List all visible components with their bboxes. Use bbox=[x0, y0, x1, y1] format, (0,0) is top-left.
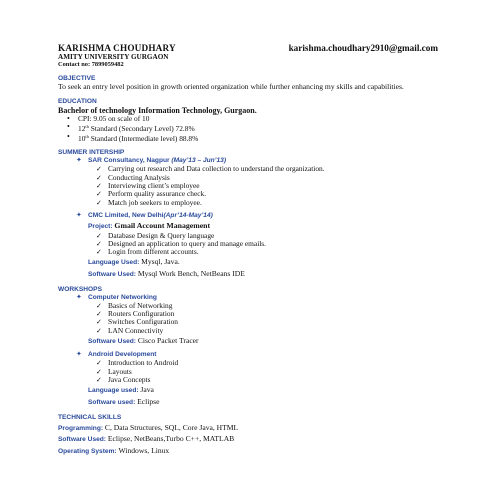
education-list bbox=[58, 115, 438, 144]
university-name: AMITY UNIVERSITY GURGAON bbox=[58, 53, 169, 61]
list-item: ✓ Switches Configuration bbox=[108, 318, 438, 326]
header-row bbox=[58, 43, 438, 53]
list-item: ✓ Layouts bbox=[108, 368, 438, 376]
os-line: Operating System: Windows, Linux bbox=[58, 445, 170, 455]
list-item: ✓ Database Design & Query language bbox=[108, 232, 438, 240]
list-item: • 12th Standard (Secondary Level) 72.8% bbox=[78, 123, 438, 133]
workshop-networking bbox=[76, 292, 438, 347]
list-item: ✓ Conducting Analysis bbox=[108, 174, 438, 182]
org-title: CMC Limited, New Delhi(Apr’14-May’14) bbox=[88, 211, 213, 219]
bullet-icon: ✦ bbox=[76, 156, 82, 165]
duties-list bbox=[88, 165, 438, 206]
list-item: ✓ Introduction to Android bbox=[108, 359, 438, 367]
software-line: Software Used: Mysql Work Bench, NetBeans IDE bbox=[88, 269, 245, 279]
internship-cmc bbox=[76, 210, 438, 280]
workshop-android bbox=[76, 350, 438, 407]
bullet-icon: ✦ bbox=[76, 350, 82, 359]
list-item: ✓ LAN Connectivity bbox=[108, 327, 438, 335]
objective-heading: OBJECTIVE bbox=[58, 75, 96, 82]
internship-heading: SUMMER INTERSHIP bbox=[58, 149, 125, 157]
workshop-title: Android Development bbox=[88, 351, 157, 359]
list-item: ✓ Routers Configuration bbox=[108, 310, 438, 318]
degree-title: Bachelor of technology Information Technology, Gurgaon. bbox=[58, 105, 257, 115]
list-item: • 10th Standard (Intermediate level) 88.8% bbox=[78, 133, 438, 143]
list-item: ✓ Java Concepts bbox=[108, 376, 438, 384]
software-line: Software Used: Cisco Packet Tracer bbox=[88, 335, 199, 345]
list-item: ✓ Basics of Networking bbox=[108, 302, 438, 310]
project-line: Project: Gmail Account Management bbox=[88, 220, 211, 230]
candidate-name: KARISHMA CHOUDHARY bbox=[58, 43, 176, 53]
education-heading: EDUCATION bbox=[58, 97, 97, 105]
org-title: SAR Consultancy, Nagpur (May’13 – Jun’13) bbox=[88, 157, 227, 165]
list-item: • CPI: 9.05 on scale of 10 bbox=[78, 115, 438, 123]
list-item: ✓ Interviewing client’s employee bbox=[108, 182, 438, 190]
software-line: Software used: Eclipse bbox=[88, 396, 160, 406]
software-line: Software Used: Eclipse, NetBeans,Turbo C++, MATLAB bbox=[58, 434, 235, 444]
language-line: Language used: Java bbox=[88, 385, 154, 395]
internship-sar bbox=[76, 156, 438, 207]
language-line: Language Used: Mysql, Java. bbox=[88, 257, 180, 267]
list-item: ✓ Perform quality assurance check. bbox=[108, 190, 438, 198]
bullet-icon: ✦ bbox=[76, 292, 82, 301]
contact-number: Contact no: 7899059482 bbox=[58, 61, 124, 68]
workshop-title: Computer Networking bbox=[88, 293, 157, 301]
topics-list bbox=[88, 359, 438, 384]
objective-text: To seek an entry level position in growth oriented organization while further enhancing my skills and capabilities. bbox=[58, 82, 404, 91]
workshops-heading: WORKSHOPS bbox=[58, 285, 102, 293]
programming-line: Programming: C, Data Structures, SQL, Core Java, HTML bbox=[58, 422, 239, 432]
topics-list bbox=[88, 302, 438, 335]
list-item: ✓ Login from different accounts. bbox=[108, 248, 438, 256]
skills-heading: TECHNICAL SKILLS bbox=[58, 413, 122, 421]
list-item: ✓ Carrying out research and Data collection to understand the organization. bbox=[108, 165, 438, 173]
bullet-icon: ✦ bbox=[76, 210, 82, 219]
list-item: ✓ Match job seekers to employee. bbox=[108, 199, 438, 207]
email-address: karishma.choudhary2910@gmail.com bbox=[288, 43, 438, 53]
duties-list bbox=[88, 232, 438, 257]
list-item: ✓ Designed an application to query and manage emails. bbox=[108, 240, 438, 248]
resume-page bbox=[58, 43, 438, 456]
